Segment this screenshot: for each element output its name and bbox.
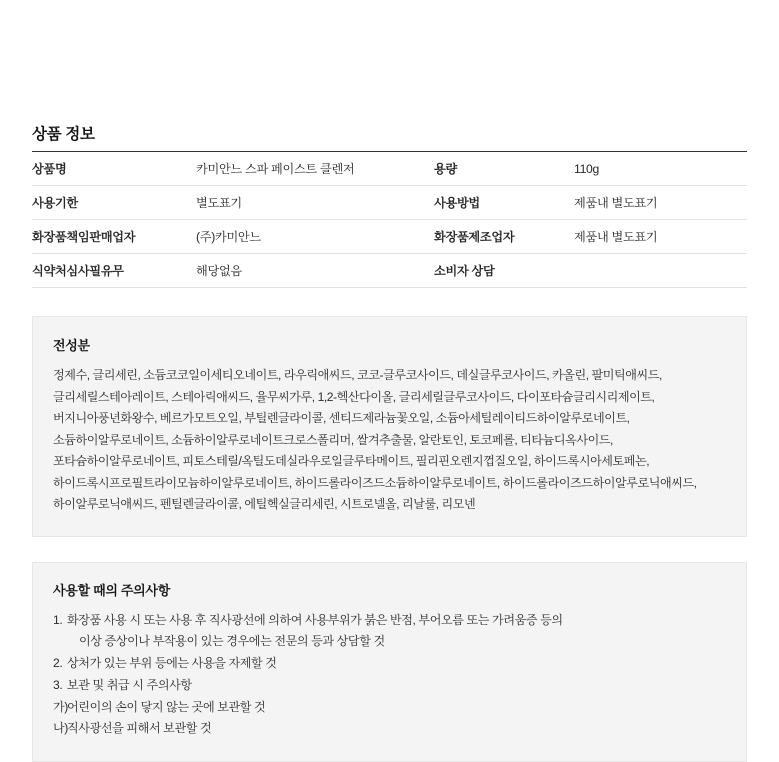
table-cell-key: 사용기한 [32, 186, 196, 220]
table-cell-key: 화장품책임판매업자 [32, 220, 196, 254]
list-item-continuation: 이상 증상이나 부작용이 있는 경우에는 전문의 등과 상담할 것 [79, 633, 385, 648]
table-row [32, 186, 747, 220]
table-cell-key: 용량 [434, 152, 574, 186]
table-cell-value: 제품내 별도표기 [574, 220, 747, 254]
list-item-text: 보관 및 취급 시 주의사항 [67, 677, 192, 692]
table-cell-value: (주)카미안느 [196, 220, 434, 254]
list-item-text: 화장품 사용 시 또는 사용 후 직사광선에 의하여 사용부위가 붉은 반점, 부어오름 또는 가려움증 등의 [67, 612, 563, 627]
table-cell-key: 소비자 상담 [434, 254, 574, 288]
list-item-number: 3. [53, 677, 63, 692]
table-cell-value [574, 254, 747, 288]
table-row [32, 254, 747, 288]
list-item-text: 어린이의 손이 닿지 않는 곳에 보관할 것 [67, 699, 266, 714]
caution-box [32, 562, 747, 762]
table-cell-value: 카미안느 스파 페이스트 클렌저 [196, 152, 434, 186]
caution-title: 사용할 때의 주의사항 [53, 582, 170, 598]
list-item-number: 1. [53, 612, 63, 627]
list-item [53, 697, 726, 718]
table-cell-key: 화장품제조업자 [434, 220, 574, 254]
table-row [32, 220, 747, 254]
list-item-number: 나) [53, 720, 68, 735]
table-cell-key: 사용방법 [434, 186, 574, 220]
list-item [53, 653, 726, 674]
caution-list [53, 610, 726, 696]
table-cell-key: 식약처심사필유무 [32, 254, 196, 288]
table-cell-value: 110g [574, 152, 747, 186]
ingredients-title: 전성분 [53, 338, 90, 353]
page-title: 상품 정보 [32, 126, 95, 143]
list-item [53, 610, 726, 652]
list-item-number: 2. [53, 655, 63, 670]
list-item [53, 675, 726, 696]
table-row [32, 152, 747, 186]
table-cell-value: 제품내 별도표기 [574, 186, 747, 220]
product-info-table [32, 151, 747, 288]
ingredients-box [32, 316, 747, 537]
list-item-text: 직사광선을 피해서 보관할 것 [67, 720, 212, 735]
ingredients-text: 정제수, 글리세린, 소듐코코일이세티오네이트, 라우릭애씨드, 코코-글루코사이드, 데실글루코사이드, 카올린, 팔미틱애씨드, 글리세릴스테아레이트, 스테아릭애씨드, 율무씨가루, 1,2-헥산다이올, 글리세릴글루코사이드, 다이포타슘글리시리제이트, 버지니아풍년화왕수, 베르가모트오일, 부틸렌글라이콜, 센티드제라늄꽃오일, 소듐아세틸레이티드하이알루로네이트, 소듐하이알루로네이트, 소듐하이알루로네이트크로스폴리머, 쌀겨추출물, 알란토인, 토코페롤, 티타늄디옥사이드, 포타슘하이알루로네이트, 피토스테릴/옥틸도데실라우로일글루타메이트, 필리핀오렌지껍질오일, 하이드록시아세토페논, 하이드록시프로필트라이모늄하이알루로네이트, 하이드롤라이즈드소듐하이알루로네이트, 하이드롤라이즈드하이알루로닉애씨드, 하이알루로닉애씨드, 펜틸렌글라이콜, 에틸헥실글리세린, 시트로넬올, 리날룰, 리모넨 [53, 368, 697, 511]
list-item-number: 가) [53, 699, 68, 714]
table-cell-value: 해당없음 [196, 254, 434, 288]
table-cell-key: 상품명 [32, 152, 196, 186]
list-item [53, 718, 726, 739]
list-item-text: 상처가 있는 부위 등에는 사용을 자제할 것 [67, 655, 277, 670]
table-cell-value: 별도표기 [196, 186, 434, 220]
